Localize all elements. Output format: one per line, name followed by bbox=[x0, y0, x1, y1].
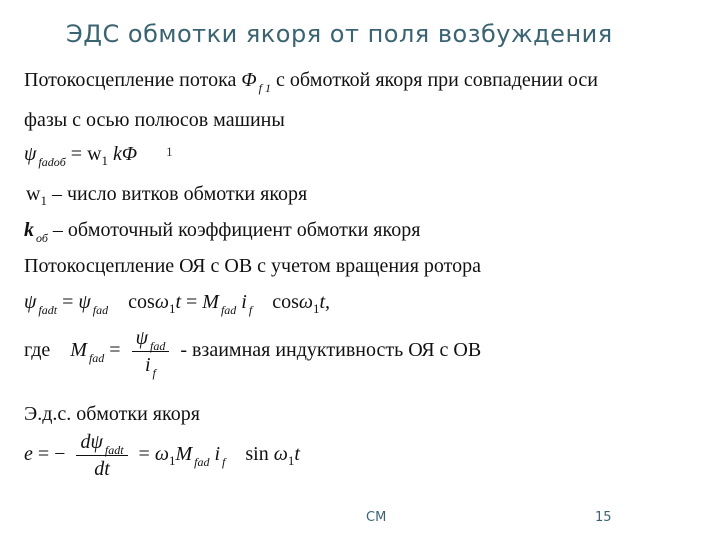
equals-sign: = bbox=[186, 291, 198, 313]
definition-text: – число витков обмотки якоря bbox=[51, 183, 308, 205]
omega-symbol: ω bbox=[154, 443, 169, 466]
equals-sign: = bbox=[70, 143, 83, 165]
psi-symbol: ψ bbox=[24, 291, 37, 313]
intro-text-b: с обмоткой якоря при совпадении оси bbox=[275, 69, 598, 91]
omega-symbol: ω bbox=[154, 291, 169, 313]
fraction bbox=[132, 327, 170, 380]
i-subscript: f bbox=[248, 303, 253, 317]
cos-function: cos bbox=[128, 291, 155, 313]
footer-author: СМ bbox=[366, 510, 387, 525]
omega-subscript: 1 bbox=[168, 453, 176, 469]
omega-subscript: 1 bbox=[313, 301, 320, 316]
time-symbol: t, bbox=[319, 291, 331, 313]
k-symbol: k bbox=[113, 143, 122, 165]
k-subscript: об bbox=[36, 231, 48, 245]
sin-function: sin bbox=[245, 443, 269, 466]
trailing-index: 1 bbox=[166, 144, 173, 159]
m-symbol: M bbox=[175, 443, 193, 466]
omega-subscript: 1 bbox=[287, 453, 295, 469]
omega-subscript: 1 bbox=[168, 301, 176, 316]
mutual-inductance-text: - взаимная индуктивность ОЯ с ОВ bbox=[180, 339, 482, 362]
equals-sign: = bbox=[138, 443, 150, 466]
emf-label: Э.д.с. обмотки якоря bbox=[24, 403, 200, 425]
i-subscript: f bbox=[222, 455, 226, 470]
i-symbol: i bbox=[214, 443, 221, 466]
w-subscript: 1 bbox=[101, 153, 109, 168]
w-symbol: w bbox=[26, 183, 41, 205]
equation-emf bbox=[24, 432, 300, 479]
definition-w1 bbox=[26, 183, 308, 208]
m-symbol: M bbox=[202, 291, 219, 313]
m-symbol: M bbox=[70, 339, 87, 362]
fraction-denominator: dt bbox=[94, 458, 110, 480]
phi-symbol: Φ bbox=[241, 69, 257, 91]
psi-subscript: fad bbox=[92, 303, 109, 317]
page-number: 15 bbox=[595, 510, 612, 525]
equals-sign: = bbox=[37, 443, 50, 466]
fraction-numerator: ψ $_{fad}$ bbox=[132, 328, 170, 352]
k-symbol: k bbox=[24, 219, 34, 241]
psi-subscript: fadoб bbox=[38, 155, 66, 169]
omega-symbol: ω bbox=[298, 291, 313, 313]
intro-line-1 bbox=[24, 69, 598, 95]
time-symbol: t bbox=[175, 291, 181, 313]
equation-flux-linkage bbox=[24, 143, 173, 169]
minus-sign: − bbox=[54, 443, 66, 466]
intro-line-2: фазы с осью полюсов машины bbox=[24, 109, 285, 131]
equation-mutual-inductance bbox=[24, 327, 482, 380]
definition-k bbox=[24, 219, 421, 245]
e-symbol: e bbox=[24, 443, 33, 466]
definition-text: – обмоточный коэффициент обмотки якоря bbox=[52, 219, 421, 241]
psi-subscript: fadt bbox=[38, 303, 58, 317]
w-subscript: 1 bbox=[40, 193, 47, 208]
i-symbol: i bbox=[241, 291, 247, 313]
equals-sign: = bbox=[109, 339, 121, 362]
psi-symbol: ψ bbox=[78, 291, 91, 313]
equation-rotating-flux bbox=[24, 291, 331, 317]
time-symbol: t bbox=[294, 443, 300, 466]
cos-function: cos bbox=[272, 291, 299, 313]
rotation-text: Потокосцепление ОЯ с ОВ с учетом вращения ротора bbox=[24, 255, 482, 277]
phi-subscript: f 1 bbox=[258, 81, 271, 95]
m-subscript: fad bbox=[194, 455, 210, 470]
fraction-denominator: i $_f$ bbox=[144, 354, 156, 380]
omega-symbol: ω bbox=[273, 443, 288, 466]
w-symbol: w bbox=[87, 143, 102, 165]
equals-sign: = bbox=[62, 291, 74, 313]
slide-title: ЭДС обмотки якоря от поля возбуждения bbox=[66, 20, 613, 48]
m-subscript: fad bbox=[220, 303, 237, 317]
m-subscript: fad bbox=[88, 351, 105, 366]
fraction-numerator: dψ $_{fadt}$ bbox=[76, 432, 127, 456]
psi-symbol: ψ bbox=[24, 143, 37, 165]
where-label: где bbox=[24, 339, 51, 362]
fraction bbox=[76, 432, 127, 479]
intro-text-a: Потокосцепление потока bbox=[24, 69, 237, 91]
phi-symbol: Φ bbox=[121, 143, 138, 165]
